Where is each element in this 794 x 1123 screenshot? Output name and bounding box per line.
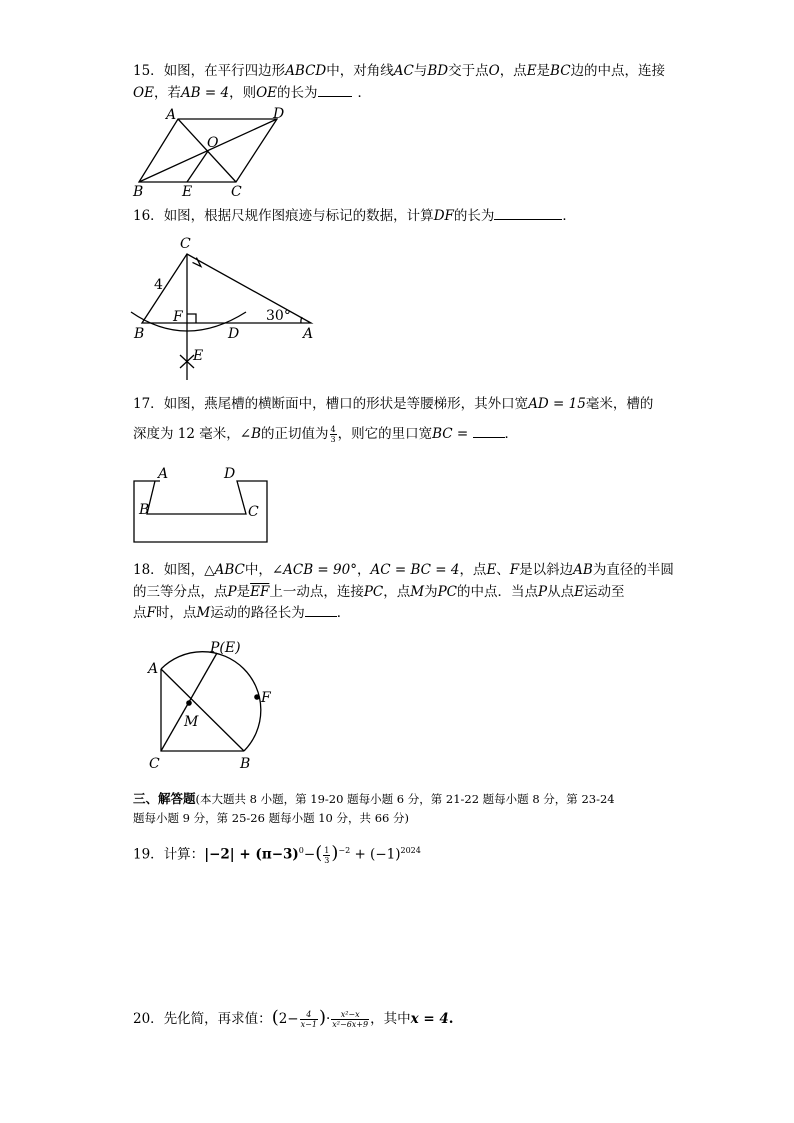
- q18-label-b: B: [240, 756, 251, 772]
- q19-term: −: [303, 846, 316, 863]
- q18-p: P: [538, 584, 548, 600]
- q19-term: + (−1): [350, 846, 401, 863]
- q18-e: E: [486, 562, 497, 578]
- q19-paren: ): [331, 842, 339, 864]
- q16-text: 的长为: [453, 208, 495, 224]
- q15-label-a: A: [166, 107, 177, 123]
- q20-frac2-num: x²−x: [331, 1010, 369, 1020]
- q18-label-c: C: [149, 756, 160, 772]
- q20-frac1-den: x−1: [300, 1020, 317, 1029]
- q16-right-angle-c: [193, 258, 201, 267]
- q18-point-m: [186, 700, 192, 706]
- q18-ab: AB: [573, 562, 593, 578]
- q18-e: E: [574, 584, 584, 600]
- q16-right-angle-f: [187, 314, 196, 323]
- q15-text: 交于点: [448, 63, 489, 79]
- q15-text: 如图，在平行四边形: [163, 63, 286, 79]
- q18-end: ．: [336, 605, 351, 621]
- section3-note: 题每小题 9 分，第 25-26 题每小题 10 分，共 66 分): [133, 811, 409, 825]
- q17-text: 毫米，槽的: [585, 396, 654, 412]
- q17-label-d: D: [224, 466, 236, 482]
- q18-condition-sides: AC = BC = 4: [370, 562, 460, 578]
- q19-line: [133, 842, 421, 865]
- q20-fraction-1: [300, 1010, 318, 1029]
- q17-text: ，则它的里口宽: [337, 426, 433, 442]
- q16-label-c: C: [180, 236, 191, 252]
- q18-figure: [140, 636, 290, 776]
- q18-line-1: [133, 561, 674, 579]
- q18-text: 为: [424, 584, 438, 600]
- q17-text: 深度为 12 毫米，: [133, 426, 240, 442]
- q18-answer-blank[interactable]: [305, 604, 337, 617]
- q18-text: 运动的路径长为: [210, 605, 305, 621]
- q19-exponent: 0: [298, 846, 304, 855]
- q16-label-f: F: [173, 309, 183, 325]
- q16-label-d: D: [228, 326, 240, 342]
- section3-note: (本大题共 8 小题，第 19-20 题每小题 6 分，第 21-22 题每小题 8 分，第 23-24: [195, 792, 615, 806]
- q16-number: 16．: [133, 208, 164, 224]
- q17-end: ．: [504, 426, 518, 442]
- q16-label-angle: 30°: [266, 308, 291, 324]
- q15-end: ．: [357, 85, 372, 101]
- q15-oe: OE: [256, 85, 278, 101]
- section3-header-line-2: [133, 809, 409, 827]
- q18-text: 、: [496, 562, 510, 578]
- q15-label-c: C: [231, 184, 242, 200]
- q19-number: 19．: [133, 846, 164, 863]
- q19-exponent: 2024: [400, 846, 421, 855]
- q16-figure: [128, 232, 328, 384]
- q18-f: F: [509, 562, 520, 578]
- q20-dot: ·: [325, 1011, 331, 1027]
- q18-line-3: [133, 604, 350, 622]
- q16-label-a: A: [303, 326, 314, 342]
- q15-text: ，则: [229, 85, 257, 101]
- q15-text: ，点: [499, 63, 527, 79]
- q20-number: 20．: [133, 1011, 164, 1027]
- q18-condition-angle: ∠ACB = 90°: [271, 562, 357, 578]
- q17-text: 的正切值为: [261, 426, 329, 442]
- q18-label-a: A: [148, 661, 159, 677]
- q19-frac-den: 3: [324, 855, 330, 865]
- q18-line-2: [133, 583, 624, 601]
- q18-point-f: [254, 694, 260, 700]
- q20-term: 2−: [278, 1011, 299, 1027]
- q20-line: [133, 1009, 453, 1029]
- q18-text: 上一动点，连接: [269, 584, 364, 600]
- q20-frac2-den: x²−6x+9: [332, 1020, 369, 1029]
- q17-frac-num: 4: [330, 425, 336, 434]
- q19-frac-num: 1: [324, 845, 330, 855]
- q18-m: M: [196, 605, 211, 621]
- q18-text: 的中点．当点: [457, 584, 538, 600]
- q18-text: ，: [356, 562, 371, 578]
- q16-df: DF: [433, 208, 454, 224]
- q15-label-d: D: [273, 106, 285, 122]
- q20-frac1-num: 4: [300, 1010, 318, 1020]
- q18-text: 是: [236, 584, 251, 600]
- q18-text: 点: [133, 605, 147, 621]
- q18-text: ，点: [459, 562, 487, 578]
- section3-header-line-1: [133, 790, 615, 808]
- q15-number: 15．: [133, 63, 164, 79]
- q16-angle-arc: [301, 317, 302, 323]
- q18-text: 运动至: [583, 584, 625, 600]
- q20-text: ，其中: [370, 1011, 411, 1027]
- q20-text: 先化简，再求值：: [163, 1011, 272, 1027]
- q18-hypotenuse-ab: [161, 669, 244, 751]
- q18-arc-ef: $\overline{EF}$: [250, 584, 270, 600]
- q18-text: 时，点: [155, 605, 197, 621]
- q16-answer-blank[interactable]: [494, 207, 562, 220]
- q16-end: ．: [562, 208, 576, 224]
- q15-line-1: [133, 62, 665, 80]
- q15-bc: BC: [550, 63, 571, 79]
- q18-label-f: F: [261, 690, 271, 706]
- q15-e: E: [526, 63, 537, 79]
- q15-o: O: [488, 63, 500, 79]
- q15-abcd: ABCD: [285, 63, 327, 79]
- q15-oe: OE: [133, 85, 154, 101]
- q17-fraction: [330, 425, 337, 444]
- q18-text: ，点: [383, 584, 411, 600]
- q16-line-1: [133, 207, 576, 225]
- q17-condition: AD = 15: [528, 396, 586, 412]
- q15-label-o: O: [207, 135, 219, 151]
- q19-exponent: −2: [338, 846, 351, 855]
- q17-text: 如图，燕尾槽的横断面中，槽口的形状是等腰梯形，其外口宽: [163, 396, 529, 412]
- q15-condition: AB = 4: [180, 85, 230, 101]
- q17-label-c: C: [248, 504, 259, 520]
- q17-figure: [130, 462, 280, 547]
- q18-number: 18．: [133, 562, 164, 578]
- q18-text: 为直径的半圆: [592, 562, 674, 578]
- q17-bc: BC =: [432, 426, 473, 442]
- q18-pc: PC: [363, 584, 384, 600]
- q16-label-side: 4: [154, 277, 163, 293]
- q15-ac: AC: [393, 63, 414, 79]
- q17-line-2: [133, 425, 518, 444]
- q18-m: M: [410, 584, 425, 600]
- q19-term: |−2| + (π−3): [204, 846, 299, 863]
- q19-paren: (: [315, 842, 323, 864]
- q19-text: 计算：: [163, 846, 205, 863]
- q15-label-e: E: [182, 184, 193, 200]
- q20-fraction-2: [331, 1010, 369, 1029]
- q15-figure: [130, 104, 300, 200]
- q18-f: F: [146, 605, 156, 621]
- q17-answer-blank[interactable]: [473, 425, 505, 438]
- q17-frac-den: 3: [330, 435, 336, 444]
- q15-text: 与: [413, 63, 428, 79]
- q18-text: 是以斜边: [519, 562, 574, 578]
- q18-text: 中，: [244, 562, 272, 578]
- q15-text: 边的中点，连接: [570, 63, 666, 79]
- q18-label-m: M: [184, 714, 199, 730]
- q17-label-b: B: [139, 502, 150, 518]
- q15-text: 中，对角线: [326, 63, 394, 79]
- q17-label-a: A: [158, 466, 169, 482]
- q16-label-e: E: [193, 348, 204, 364]
- q15-text: 是: [536, 63, 551, 79]
- q16-text: 如图，根据尺规作图痕迹与标记的数据，计算: [163, 208, 434, 224]
- q15-bd: BD: [427, 63, 449, 79]
- q18-pc: PC: [437, 584, 457, 600]
- q15-answer-blank[interactable]: [318, 84, 352, 97]
- q19-fraction: [323, 846, 330, 865]
- q16-label-b: B: [134, 326, 145, 342]
- q18-text: 的三等分点，点: [133, 584, 228, 600]
- section3-title: 三、解答题: [133, 791, 196, 806]
- q15-line-2: [133, 84, 371, 102]
- q20-end: .: [448, 1011, 454, 1027]
- q18-text: 从点: [547, 584, 575, 600]
- q20-paren: (: [271, 1007, 279, 1028]
- q18-triangle: △ABC: [204, 562, 245, 578]
- q17-number: 17．: [133, 396, 164, 412]
- q15-text: ，若: [153, 85, 181, 101]
- q20-paren: ): [318, 1007, 326, 1028]
- q18-text: 如图，: [163, 562, 205, 578]
- q18-label-pe: P(E): [210, 640, 241, 656]
- q15-label-b: B: [133, 184, 144, 200]
- q20-condition: x = 4: [410, 1011, 449, 1027]
- q17-angle-b: ∠B: [239, 426, 261, 442]
- q18-semicircle: [161, 652, 261, 751]
- q18-p: P: [227, 584, 237, 600]
- q17-line-1: [133, 395, 653, 413]
- q15-text: 的长为: [277, 85, 318, 101]
